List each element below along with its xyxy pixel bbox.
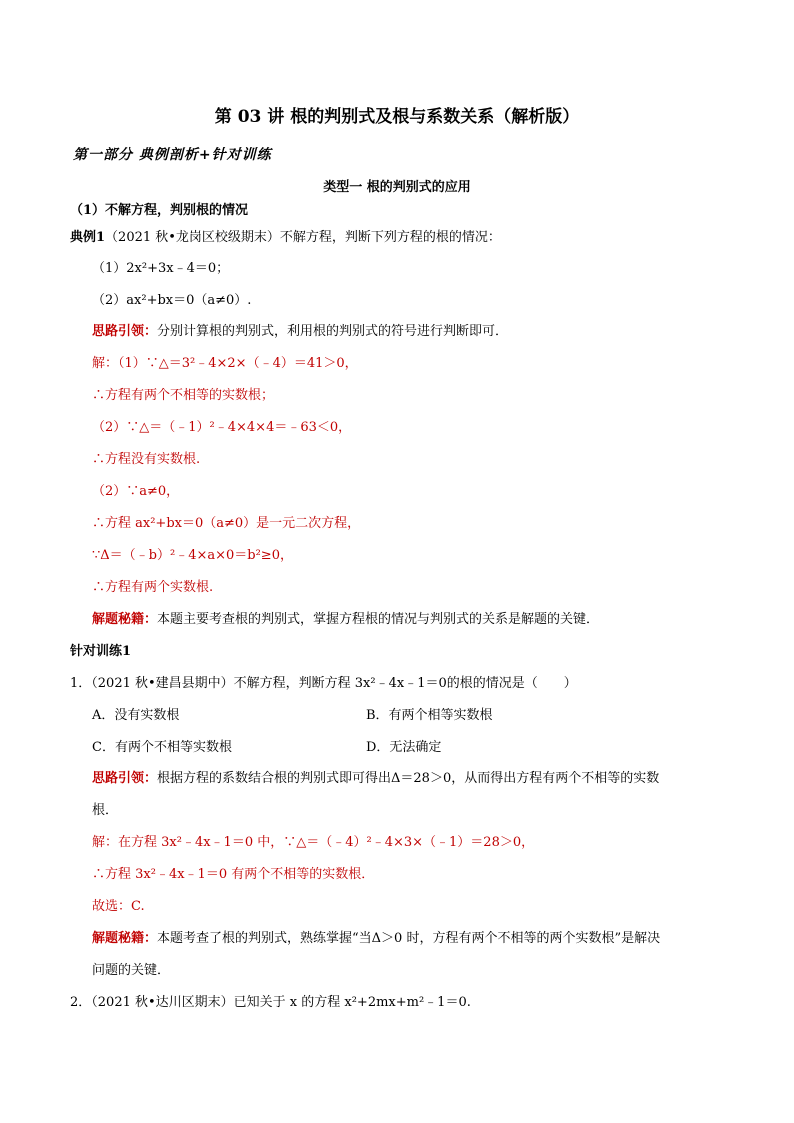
training-label: 针对训练1 — [70, 644, 132, 659]
q1-option-d: D．无法确定 — [366, 740, 442, 755]
secret-line — [92, 612, 599, 628]
q1-idea-label: 思路引领： — [92, 771, 158, 786]
type-heading: 类型一 根的判别式的应用 — [323, 180, 471, 195]
solution-line-7: ∵Δ＝（﹣b）²﹣4×a×0＝b²≥0， — [92, 548, 293, 563]
q1-secret-label: 解题秘籍： — [92, 931, 158, 946]
example-question-line — [70, 230, 501, 246]
solution-line-5: （2）∵a≠0， — [92, 484, 180, 499]
q1-option-a: A．没有实数根 — [92, 708, 180, 723]
solution-line-4: ∴方程没有实数根. — [92, 452, 201, 467]
example-item-2: （2）ax²+bx＝0（a≠0）. — [92, 293, 252, 308]
q2-question: 2．（2021 秋•达川区期末）已知关于 x 的方程 x²+2mx+m²﹣1＝0. — [70, 995, 471, 1010]
example-item-1: （1）2x²+3x﹣4＝0； — [92, 261, 230, 276]
solution-line-3: （2）∵△＝（﹣1）²﹣4×4×4＝﹣63＜0， — [92, 420, 352, 435]
part-heading: 第一部分 典例剖析+针对训练 — [73, 147, 272, 163]
example-question: （2021 秋•龙岗区校级期末）不解方程，判断下列方程的根的情况： — [105, 230, 501, 245]
q1-idea-text-1: 根据方程的系数结合根的判别式即可得出Δ＝28＞0，从而得出方程有两个不相等的实数 — [157, 771, 660, 786]
q1-solution-line-2: ∴方程 3x²﹣4x﹣1＝0 有两个不相等的实数根． — [92, 867, 375, 882]
q1-idea-line-1 — [92, 771, 659, 787]
q1-solution-line-3: 故选：C. — [92, 899, 145, 914]
q1-solution-line-1: 解：在方程 3x²﹣4x﹣1＝0 中，∵△＝（﹣4）²﹣4×3×（﹣1）＝28＞0， — [92, 835, 535, 850]
solution-line-1: 解：（1）∵△＝3²﹣4×2×（﹣4）＝41＞0， — [92, 356, 358, 371]
q1-secret-line-1 — [92, 931, 660, 947]
q1-idea-line-2: 根． — [92, 803, 119, 818]
page-title: 第 03 讲 根的判别式及根与系数关系（解析版） — [214, 107, 580, 127]
secret-label: 解题秘籍： — [92, 612, 158, 627]
q1-question: 1．（2021 秋•建昌县期中）不解方程，判断方程 3x²﹣4x﹣1＝0的根的情况是（ ） — [70, 676, 577, 691]
idea-label: 思路引领： — [92, 324, 158, 339]
q1-secret-text-1: 本题考查了根的判别式，熟练掌握“当Δ＞0 时，方程有两个不相等的两个实数根”是解决 — [157, 931, 661, 946]
idea-line — [92, 324, 508, 340]
sub-heading: （1）不解方程，判别根的情况 — [70, 203, 249, 218]
example-label: 典例1 — [70, 230, 106, 245]
idea-text: 分别计算根的判别式，利用根的判别式的符号进行判断即可． — [157, 324, 509, 339]
solution-line-6: ∴方程 ax²+bx＝0（a≠0）是一元二次方程， — [92, 516, 361, 531]
q1-secret-line-2: 问题的关键． — [92, 963, 171, 978]
solution-line-2: ∴方程有两个不相等的实数根； — [92, 388, 275, 403]
secret-text: 本题主要考查根的判别式，掌握方程根的情况与判别式的关系是解题的关键． — [157, 612, 600, 627]
q1-option-c: C．有两个不相等实数根 — [92, 740, 232, 755]
q1-option-b: B．有两个相等实数根 — [366, 708, 493, 723]
solution-line-8: ∴方程有两个实数根. — [92, 580, 214, 595]
